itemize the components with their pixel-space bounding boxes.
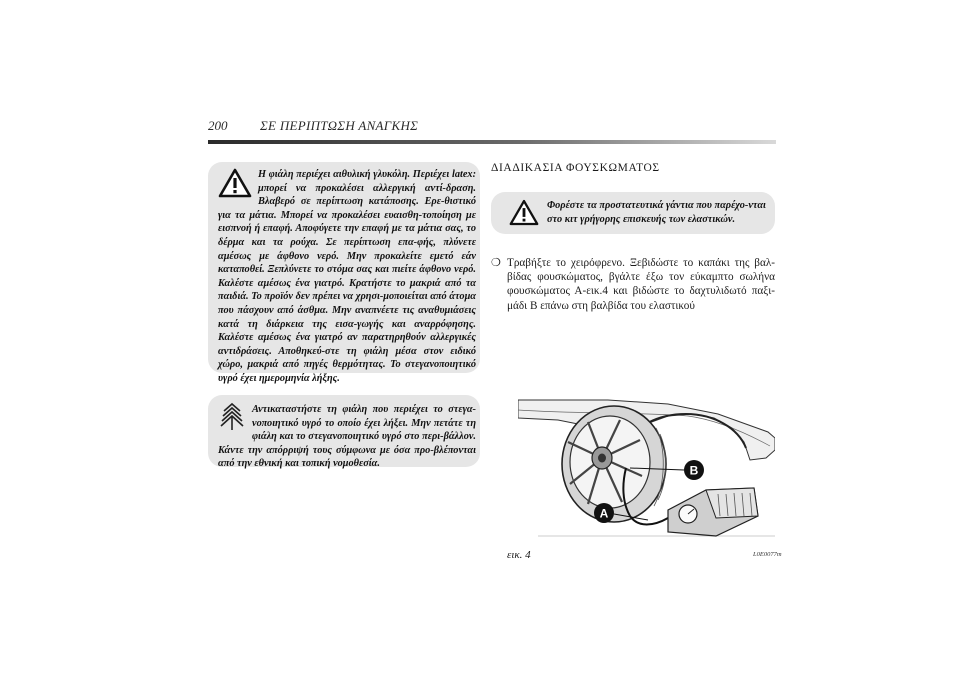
figure-label-b: B <box>689 463 699 478</box>
warning-triangle-icon <box>509 199 539 226</box>
warning-box-gloves <box>491 192 775 234</box>
warning-text-sealant: Η φιάλη περιέχει αιθυλική γλυκόλη. Περιέχει latex: μπορεί να προκαλέσει αλλεργική αντί-δραση. Βλαβερό σε περίπτωση κατάποσης. Ερε-θιστικό για τα μάτια. Μπορεί να προκαλέσει ευαισθη-τοποίηση με εισπνοή ή επαφή. Αποφύγετε την επαφή με τα μάτια σας, το δέρμα και τα ρούχα. Σε περίπτωση επα-φής, πλύνετε αμέσως με άφθονο νερό. Μην προκαλείτε εμετό εάν καταποθεί. Ξεπλύνετε το στόμα σας και πιείτε άφθονο νερό. Καλέστε αμέσως ένα γιατρό. Κρατήστε το μακριά από τα παιδιά. Το προϊόν δεν πρέπει να χρησι-μοποιείται από άτομα που πάσχουν από άσθμα. Μην αναπνέετε τις αναθυμιάσεις κατά τη διάρκεια της εισα-γωγής και αναρρόφησης. Καλέστε αμέσως ένα γιατρό αν παρατηρηθούν αλλεργικές αντιδράσεις. Αποθηκεύ-στε τη φιάλη μέσα στον ειδικό χώρο, μακριά από πηγές θερμότητας. Το στεγανοποιητικό υγρό έχει ημερομηνία λήξης. <box>218 169 476 384</box>
warning-text-gloves: Φορέστε τα προστατευτικά γάντια που παρέχο-νται στο κιτ γρήγορης επισκευής των ελαστικών. <box>547 200 766 225</box>
environment-box <box>208 395 480 470</box>
environment-text: Αντικαταστήστε τη φιάλη που περιέχει το στεγα-νοποιητικό υγρό το οποίο έχει λήξει. Μην πετάτε τη φιάλη και το στεγανοποιητικό υγρό στο περι-βάλλον. Κάντε την απόρριψή τους σύμφωνα με όσα προ-βλέπονται από την εθνική και τοπική νομοθεσία. <box>218 404 476 470</box>
figure-code: L0E0077m <box>753 551 782 558</box>
bullet-marker: ❍ <box>491 257 501 269</box>
warning-box-sealant <box>208 162 480 384</box>
chapter-title: ΣΕ ΠΕΡΙΠΤΩΣΗ ΑΝΑΓΚΗΣ <box>260 118 419 133</box>
section-title: ΔΙΑΔΙΚΑΣΙΑ ΦΟΥΣΚΩΜΑΤΟΣ <box>491 162 660 174</box>
figure-caption: εικ. 4 <box>507 549 531 561</box>
figure-label-a: A <box>599 506 609 521</box>
header-rule <box>208 140 776 144</box>
page-header <box>208 118 776 144</box>
step-text: Τραβήξτε το χειρόφρενο. Ξεβιδώστε το καπάκι της βαλ-βίδας φουσκώματος, βγάλτε έξω τον εύκαμπτο σωλήνα φουσκώματος Α-εικ.4 και βιδώστε το δαχτυλιδωτό παξι-μάδι Β επάνω στη βαλβίδα του ελαστικού <box>507 257 775 312</box>
figure-tire-compressor <box>518 398 775 546</box>
page-number: 200 <box>208 118 228 133</box>
